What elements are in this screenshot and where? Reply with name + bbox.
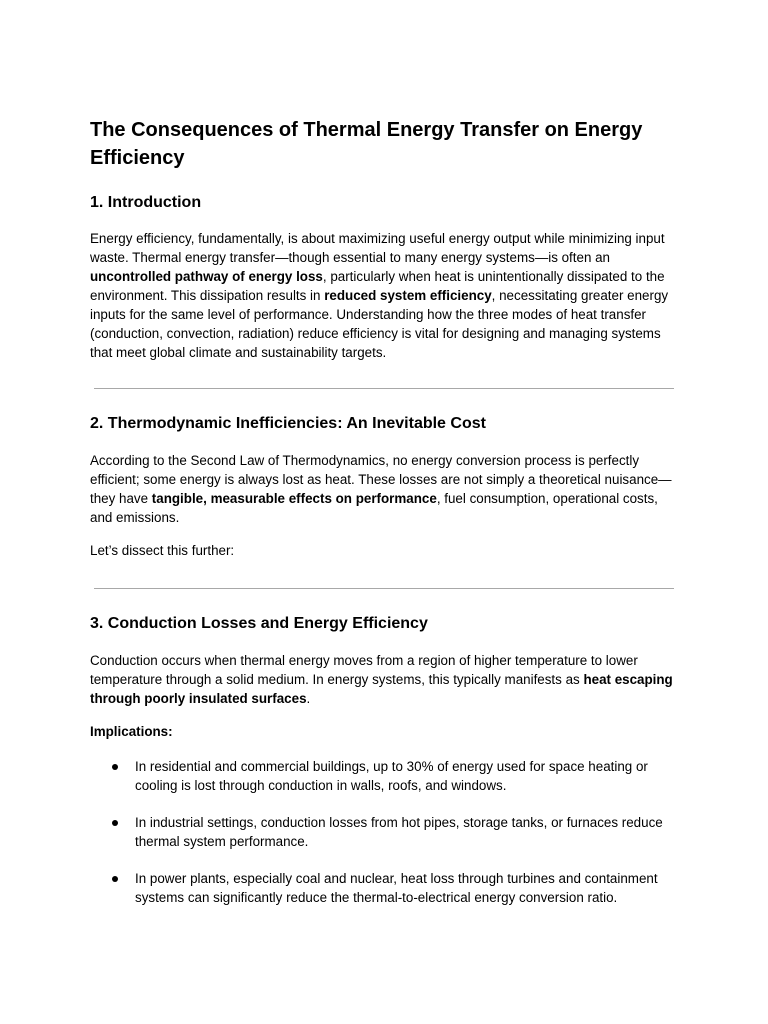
list-item-text: In residential and commercial buildings, up to 30% of energy used for space heating or cooling is lost through conduction in walls, roofs, and windows. — [135, 759, 648, 793]
section-heading-introduction: 1. Introduction — [90, 194, 202, 211]
section-heading-conduction-losses: 3. Conduction Losses and Energy Efficiency — [90, 615, 428, 632]
implications-list — [90, 757, 680, 925]
section-divider — [94, 388, 674, 389]
bold-text-run: tangible, measurable effects on performance — [151, 491, 437, 506]
list-item — [90, 869, 680, 907]
thermodynamic-paragraph — [90, 451, 680, 527]
implications-label: Implications: — [90, 724, 173, 739]
bold-text-run: heat escaping through poorly insulated surfaces — [90, 672, 673, 706]
text-run: Conduction occurs when thermal energy moves from a region of higher temperature to lower temperature through a solid medium. In energy systems, this typically manifests as — [90, 653, 638, 687]
text-run: , fuel consumption, operational costs, and emissions. — [90, 491, 658, 525]
section-heading-thermodynamic-inefficiencies: 2. Thermodynamic Inefficiencies: An Inevitable Cost — [90, 415, 486, 432]
introduction-paragraph — [90, 229, 680, 362]
bullet-icon — [112, 820, 118, 826]
text-run: . — [306, 691, 311, 706]
list-item — [90, 813, 680, 851]
text-run: Energy efficiency, fundamentally, is about maximizing useful energy output while minimizing input waste. Thermal energy transfer—though essential to many energy systems—is often an — [90, 231, 665, 265]
document-title: The Consequences of Thermal Energy Transfer on Energy Efficiency — [90, 119, 643, 169]
text-run: , particularly when heat is unintentionally dissipated to the environment. This dissipation results in — [90, 269, 665, 303]
bold-text-run: reduced system efficiency — [324, 288, 492, 303]
text-run: According to the Second Law of Thermodynamics, no energy conversion process is perfectly efficient; some energy is always lost as heat. These losses are not simply a theoretical nuisance—they have — [90, 453, 672, 506]
text-run: , necessitating greater energy inputs for the same level of performance. Understanding how the three modes of heat transfer (conduction, convection, radiation) reduce efficiency is vital for designing and managing systems that meet global climate and sustainability targets. — [90, 288, 669, 360]
list-item-text: In power plants, especially coal and nuclear, heat loss through turbines and containment systems can significantly reduce the thermal-to-electrical energy conversion ratio. — [135, 871, 658, 905]
bold-text-run: uncontrolled pathway of energy loss — [90, 269, 323, 284]
conduction-paragraph — [90, 651, 680, 708]
dissect-paragraph: Let’s dissect this further: — [90, 543, 235, 558]
bullet-icon — [112, 876, 118, 882]
bullet-icon — [112, 764, 118, 770]
section-divider — [94, 588, 674, 589]
list-item-text: In industrial settings, conduction losses from hot pipes, storage tanks, or furnaces reduce thermal system performance. — [135, 815, 663, 849]
list-item — [90, 757, 680, 795]
